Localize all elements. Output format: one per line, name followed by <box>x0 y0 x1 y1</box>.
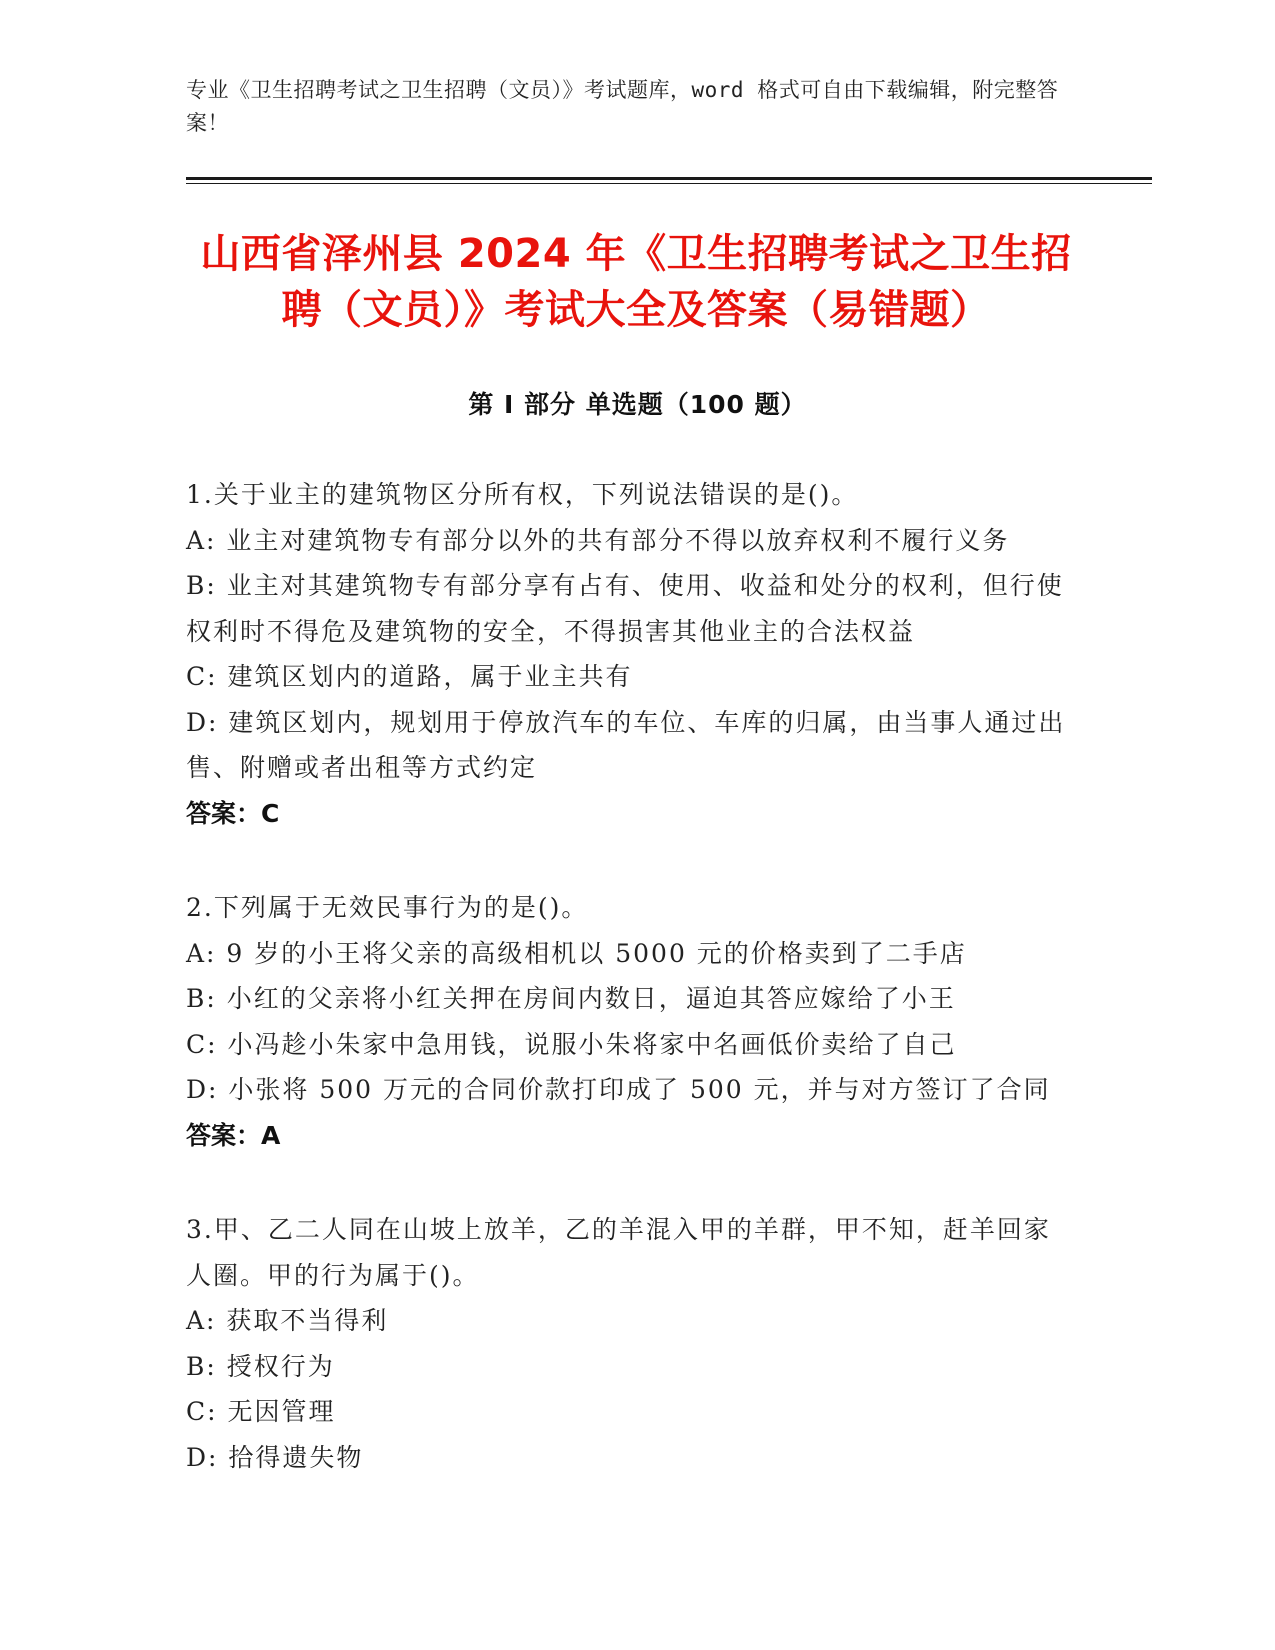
option-d: D: 小张将 500 万元的合同价款打印成了 500 元，并与对方签订了合同 <box>186 1075 1051 1104</box>
header-divider-thick <box>186 177 1152 180</box>
option-d: D: 拾得遗失物 <box>186 1442 364 1472</box>
header-divider-thin <box>186 183 1152 184</box>
answer-label: 答案：C <box>186 798 280 828</box>
question-2 <box>186 885 1066 1158</box>
option-c: C: 小冯趁小朱家中急用钱，说服小朱将家中名画低价卖给了自己 <box>186 1029 957 1059</box>
option-b: B: 业主对其建筑物专有部分享有占有、使用、收益和处分的权利，但行使权利时不得危及建筑物的安全，不得损害其他业主的合法权益 <box>186 571 1064 646</box>
question-list <box>186 472 1066 1529</box>
option-b: B: 授权行为 <box>186 1351 335 1381</box>
option-c: C: 无因管理 <box>186 1397 336 1426</box>
document-title: 山西省泽州县 2024 年《卫生招聘考试之卫生招聘（文员）》考试大全及答案（易错题） <box>200 231 1072 333</box>
option-a: A: 业主对建筑物专有部分以外的共有部分不得以放弃权利不履行义务 <box>186 525 1010 555</box>
answer-label: 答案：A <box>186 1120 281 1150</box>
option-d: D: 建筑区划内，规划用于停放汽车的车位、车库的归属，由当事人通过出售、附赠或者出租等方式约定 <box>186 707 1066 782</box>
option-b: B: 小红的父亲将小红关押在房间内数日，逼迫其答应嫁给了小王 <box>186 984 956 1013</box>
option-a: A: 获取不当得利 <box>186 1306 389 1335</box>
option-c: C: 建筑区划内的道路，属于业主共有 <box>186 662 633 691</box>
question-stem: 2.下列属于无效民事行为的是()。 <box>186 893 589 922</box>
question-1 <box>186 472 1066 836</box>
question-3 <box>186 1207 1066 1480</box>
section-heading: 第 I 部分 单选题（100 题） <box>468 390 807 419</box>
question-stem: 1.关于业主的建筑物区分所有权，下列说法错误的是()。 <box>186 480 859 509</box>
header-note: 专业《卫生招聘考试之卫生招聘（文员）》考试题库，word 格式可自由下载编辑，附完整答案！ <box>186 78 1059 135</box>
option-a: A: 9 岁的小王将父亲的高级相机以 5000 元的价格卖到了二手店 <box>186 938 967 968</box>
question-stem: 3.甲、乙二人同在山坡上放羊，乙的羊混入甲的羊群，甲不知，赶羊回家人圈。甲的行为属于()。 <box>186 1215 1051 1290</box>
